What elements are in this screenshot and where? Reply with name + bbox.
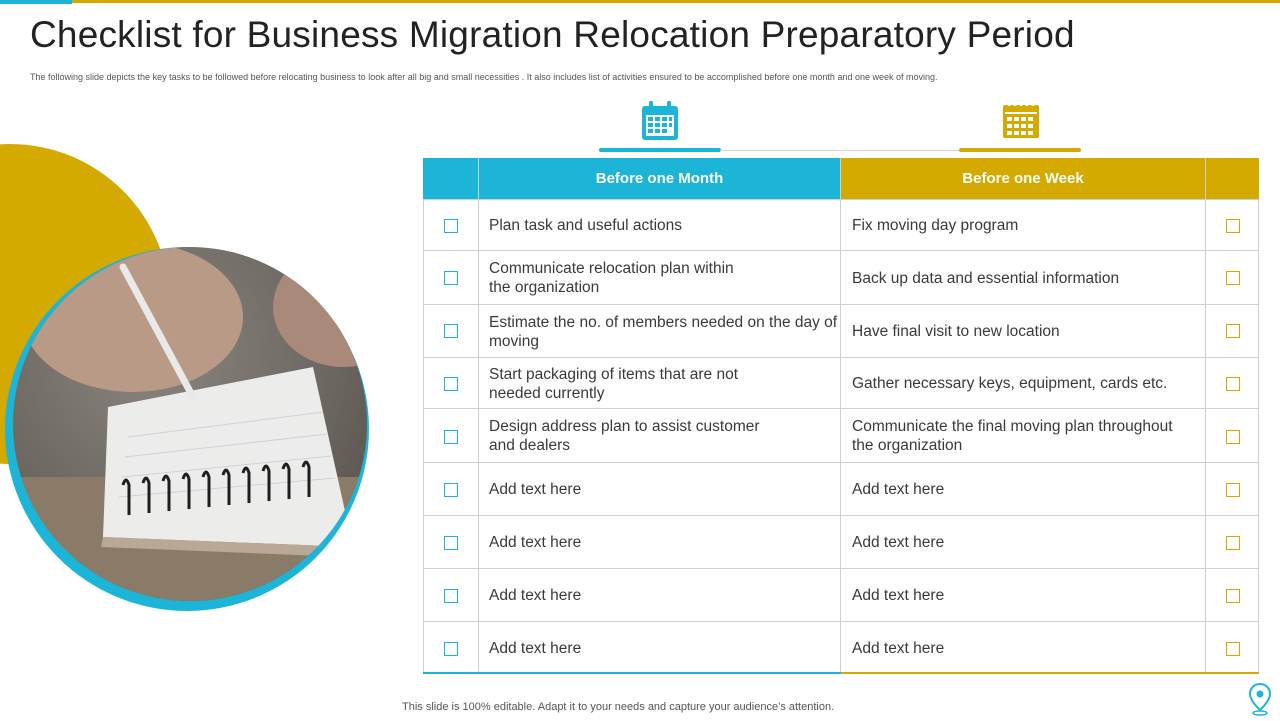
week-checkbox[interactable]: [1226, 589, 1240, 603]
month-checkbox[interactable]: [444, 377, 458, 391]
week-checkbox[interactable]: [1226, 483, 1240, 497]
week-checkbox[interactable]: [1226, 271, 1240, 285]
week-checkbox[interactable]: [1226, 536, 1240, 550]
week-task: Communicate the final moving plan throughout the organization: [852, 418, 1173, 454]
week-tab-bar: [959, 148, 1081, 152]
table-bottom-rule-month: [423, 672, 841, 674]
week-task: Add text here: [852, 587, 945, 604]
calendar-icon: [1002, 101, 1040, 144]
table-row: [423, 515, 1259, 568]
week-checkbox[interactable]: [1226, 642, 1240, 656]
table-row: [423, 568, 1259, 621]
month-checkbox[interactable]: [444, 536, 458, 550]
header-before-one-month: Before one Month: [479, 158, 840, 199]
week-task: Have final visit to new location: [852, 323, 1060, 340]
week-checkbox[interactable]: [1226, 219, 1240, 233]
tab-connector-line: [720, 150, 960, 151]
header-before-one-week: Before one Week: [841, 158, 1205, 199]
table-row: [423, 621, 1259, 674]
month-checkbox[interactable]: [444, 324, 458, 338]
month-checkbox[interactable]: [444, 642, 458, 656]
week-task: Back up data and essential information: [852, 269, 1120, 287]
calendar-icon: [641, 101, 679, 146]
month-checkbox[interactable]: [444, 589, 458, 603]
month-task: Estimate the no. of members needed on the day of moving: [489, 313, 838, 350]
location-pin-icon: [1248, 682, 1272, 721]
week-task: Add text here: [852, 640, 945, 657]
week-checkbox[interactable]: [1226, 324, 1240, 338]
table-row: [423, 250, 1259, 304]
month-task: Add text here: [489, 481, 582, 498]
header-checkbox-column: [1206, 158, 1259, 199]
notepad-illustration: [13, 247, 367, 601]
top-rule: [0, 0, 1280, 3]
page-subtitle: The following slide depicts the key tasks to be followed before relocating business to look after all big and small necessities . It also includes list of activities ensured to be accomplished before one month and one week of moving.: [30, 72, 938, 82]
month-checkbox[interactable]: [444, 430, 458, 444]
table-row: [423, 408, 1259, 462]
table-row: [423, 357, 1259, 408]
header-checkbox-column: [423, 158, 478, 199]
footer-note: This slide is 100% editable. Adapt it to your needs and capture your audience’s attention.: [402, 701, 835, 713]
week-task: Add text here: [852, 534, 945, 551]
month-task: Communicate relocation plan within the organization: [489, 260, 734, 296]
week-task: Fix moving day program: [852, 217, 1019, 234]
month-task: Plan task and useful actions: [489, 217, 683, 234]
week-task: Add text here: [852, 481, 945, 498]
month-tab-bar: [599, 148, 721, 152]
month-task: Add text here: [489, 640, 582, 657]
month-task: Add text here: [489, 587, 582, 604]
week-checkbox[interactable]: [1226, 377, 1240, 391]
month-task: Start packaging of items that are not needed currently: [489, 365, 738, 402]
month-task: Design address plan to assist customer and dealers: [489, 418, 760, 454]
week-checkbox[interactable]: [1226, 430, 1240, 444]
month-checkbox[interactable]: [444, 219, 458, 233]
top-rule-accent: [0, 0, 72, 4]
table-row: [423, 462, 1259, 515]
notepad-photo: [13, 247, 367, 601]
page-title: Checklist for Business Migration Relocation Preparatory Period: [30, 14, 1075, 55]
table-bottom-rule-week: [841, 672, 1259, 674]
month-checkbox[interactable]: [444, 483, 458, 497]
month-checkbox[interactable]: [444, 271, 458, 285]
week-task: Gather necessary keys, equipment, cards etc.: [852, 375, 1168, 392]
month-task: Add text here: [489, 534, 582, 551]
table-row: [423, 199, 1259, 250]
table-row: [423, 304, 1259, 357]
